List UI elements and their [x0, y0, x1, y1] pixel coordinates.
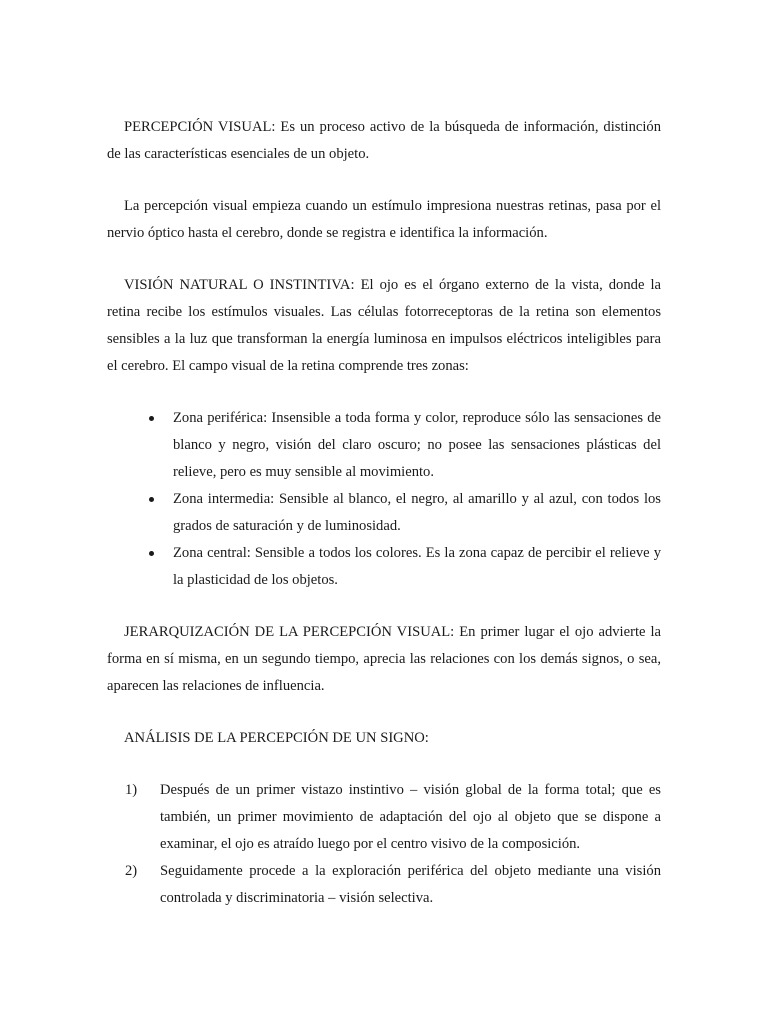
list-item-text: Zona intermedia: Sensible al blanco, el negro, al amarillo y al azul, con todos los grados de saturación y de luminosidad. [173, 491, 661, 534]
spacer [107, 594, 661, 619]
list-item-text: Seguidamente procede a la exploración periférica del objeto mediante una visión controlada y discriminatoria – visión selectiva. [160, 863, 661, 906]
document-body [107, 114, 661, 912]
list-item-text: Zona central: Sensible a todos los colores. Es la zona capaz de percibir el relieve y la plasticidad de los objetos. [173, 545, 661, 588]
paragraph-text: La percepción visual empieza cuando un estímulo impresiona nuestras retinas, pasa por el nervio óptico hasta el cerebro, donde se registra e identifica la información. [107, 198, 661, 241]
paragraph-vision-natural [107, 272, 661, 380]
bullet-icon [149, 551, 154, 556]
spacer [107, 380, 661, 405]
paragraph-text: El ojo es el órgano externo de la vista, donde la retina recibe los estímulos visuales. Las células fotorreceptoras de la retina son elementos sensibles a la luz que transforman la energía luminosa en impulsos eléctricos inteligibles para el cerebro. El campo visual de la retina comprende tres zonas: [107, 277, 661, 374]
list-item [107, 858, 661, 912]
paragraph-percepcion-visual [107, 114, 661, 168]
spacer [107, 247, 661, 272]
bullet-icon [149, 497, 154, 502]
list-item [107, 777, 661, 858]
list-item-text: Zona periférica: Insensible a toda forma y color, reproduce sólo las sensaciones de blanco y negro, visión del claro oscuro; no posee las sensaciones plásticas del relieve, pero es muy sensible al movimiento. [173, 410, 661, 480]
step-number: 2) [125, 863, 138, 879]
heading-jerarquizacion: JERARQUIZACIÓN DE LA PERCEPCIÓN VISUAL: [124, 624, 455, 640]
bullet-icon [149, 416, 154, 421]
paragraph-estimulo [107, 193, 661, 247]
list-item [107, 405, 661, 486]
list-item [107, 540, 661, 594]
spacer [107, 700, 661, 725]
steps-list [107, 777, 661, 912]
heading-percepcion-visual: PERCEPCIÓN VISUAL: [124, 119, 276, 135]
spacer [107, 168, 661, 193]
list-item [107, 486, 661, 540]
zones-list [107, 405, 661, 594]
spacer [107, 752, 661, 777]
paragraph-text: Es un proceso activo de la búsqueda de información, distinción de las características esenciales de un objeto. [107, 119, 661, 162]
list-item-text: Después de un primer vistazo instintivo – visión global de la forma total; que es también, un primer movimiento de adaptación del ojo al objeto que se dispone a examinar, el ojo es atraído luego por el centro visivo de la composición. [160, 782, 661, 852]
paragraph-jerarquizacion [107, 619, 661, 700]
heading-analisis-text: ANÁLISIS DE LA PERCEPCIÓN DE UN SIGNO: [124, 730, 429, 746]
step-number: 1) [125, 782, 138, 798]
paragraph-text: En primer lugar el ojo advierte la forma en sí misma, en un segundo tiempo, aprecia las relaciones con los demás signos, o sea, aparecen las relaciones de influencia. [107, 624, 661, 694]
heading-vision-natural: VISIÓN NATURAL O INSTINTIVA: [124, 277, 355, 293]
heading-analisis [107, 725, 661, 752]
